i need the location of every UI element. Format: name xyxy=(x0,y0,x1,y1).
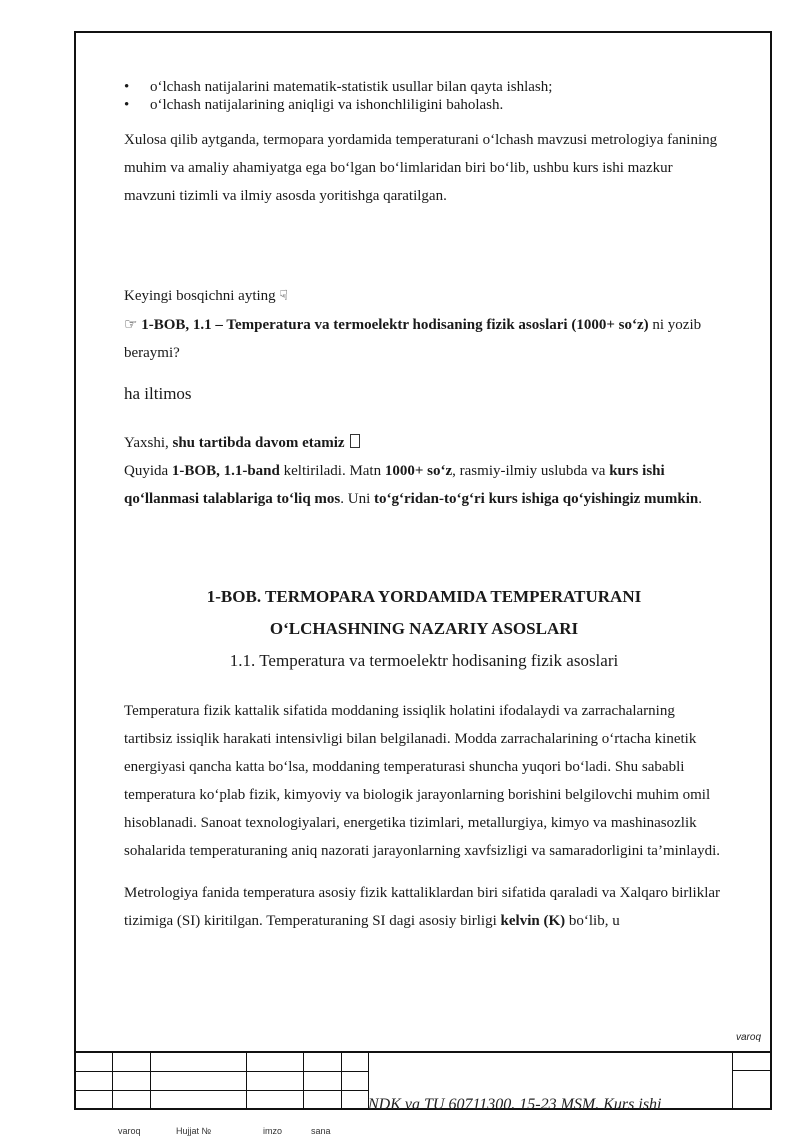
list-item: • o‘lchash natijalarining aniqligi va ishonchliligini baholash. xyxy=(150,96,724,114)
document-code: NDK va TU 60711300. 15-23 MSM. Kurs ishi xyxy=(368,1096,662,1113)
next-step-bold: 1-BOB, 1.1 – Temperatura va termoelektr hodisaning fizik asoslari (1000+ so‘z) xyxy=(141,317,649,333)
reply-paragraph xyxy=(124,457,724,513)
next-step-prompt xyxy=(124,282,724,311)
chapter-heading xyxy=(124,581,724,675)
col-label-date: sana xyxy=(311,1126,331,1136)
stamp-col-line xyxy=(150,1051,151,1109)
reply-bold: to‘g‘ridan-to‘g‘ri kurs ishiga qo‘yishingiz mumkin xyxy=(374,491,699,507)
reply-bold: 1000+ so‘z xyxy=(384,463,453,479)
reply-text: Yaxshi, xyxy=(124,435,173,451)
reply-text: keltiriladi. Matn xyxy=(279,463,385,479)
reply-text xyxy=(345,435,349,451)
list-item: • o‘lchash natijalarini matematik-statistik usullar bilan qayta ishlash; xyxy=(150,78,724,96)
next-step-rest: ni yozib beraymi? xyxy=(124,317,702,361)
col-label-varoq: varoq xyxy=(118,1126,141,1136)
stamp-top-border xyxy=(74,1051,772,1053)
reply-bold: shu tartibda davom etamiz xyxy=(172,435,345,451)
reply-text: , rasmiy-ilmiy uslubda va xyxy=(452,463,610,479)
reply-bold: 1-BOB, 1.1-band xyxy=(171,463,280,479)
stamp-col-line xyxy=(246,1051,247,1109)
bullet-list xyxy=(124,78,724,114)
stamp-col-line xyxy=(112,1051,113,1109)
hand-down-icon: ☟ xyxy=(279,289,288,304)
section-title: 1.1. Temperatura va termoelektr hodisaning fizik asoslari xyxy=(229,651,619,670)
conclusion-paragraph: Xulosa qilib aytganda, termopara yordamida temperaturani o‘lchash mavzusi metrologiya fanining muhim va amaliy ahamiyatga ega bo‘lgan bo‘limlaridan biri bo‘lib, ushbu kurs ishi mazkur mavzuni tizimli va ilmiy asosda yoritishga qaratilgan. xyxy=(124,132,718,204)
reply-line-1 xyxy=(124,429,724,457)
stamp-row-line xyxy=(732,1070,772,1071)
reply-bold: kurs ishi qo‘llanmasi talablariga to‘liq mos xyxy=(124,463,665,507)
unit-kelvin: kelvin (K) xyxy=(500,913,566,929)
stamp-row-line xyxy=(74,1090,368,1091)
document-body xyxy=(124,78,724,935)
col-label-document-number: Hujjat № xyxy=(176,1126,212,1136)
body-paragraph-2 xyxy=(124,879,724,935)
body-paragraph-1: Temperatura fizik kattalik sifatida moddaning issiqlik holatini ifodalaydi va zarrachalarning tartibsiz issiqlik harakati intensivligi bilan belgilanadi. Modda zarrachalarining o‘rtacha kinetik energiyasi qancha katta bo‘lsa, moddaning temperaturasi shuncha yuqori bo‘ladi. Shu sababli temperatura ko‘plab fizik, kimyoviy va biologik jarayonlarning borishini belgilovchi muhim omil hisoblanadi. Sanoat texnologiyalari, energetika tizimlari, metallurgiya, kimyo va mashinasozlik sohalarida temperaturaning aniq nazorati jarayonlarning xavfsizligi va samaradorligini ta’minlaydi. xyxy=(124,703,721,859)
next-step-question xyxy=(124,311,724,367)
user-reply: ha iltimos xyxy=(124,384,192,403)
placeholder-glyph-icon xyxy=(350,434,360,448)
reply-text: Quyida xyxy=(124,463,172,479)
col-label-signature: imzo xyxy=(263,1126,283,1136)
body-text: Metrologiya fanida temperatura asosiy fizik kattaliklardan biri sifatida qaraladi va Xalqaro birliklar tizimiga (SI) kiritilgan. Temperaturaning SI dagi asosiy birligi xyxy=(124,885,721,929)
reply-text: . Uni xyxy=(340,491,375,507)
next-step-text: Keyingi bosqichni ayting xyxy=(124,288,276,304)
chapter-title-line-1: 1-BOB. TERMOPARA YORDAMIDA TEMPERATURANI xyxy=(206,587,642,606)
chapter-title-line-2: O‘LCHASHNING NAZARIY ASOSLARI xyxy=(269,619,579,638)
stamp-col-line xyxy=(341,1051,342,1109)
body-text: bo‘lib, u xyxy=(565,913,620,929)
stamp-col-line xyxy=(732,1051,733,1109)
pointing-hand-icon: ☞ xyxy=(124,317,138,333)
stamp-row-line xyxy=(74,1071,368,1072)
stamp-col-line xyxy=(303,1051,304,1109)
reply-text: . xyxy=(698,491,702,507)
sheet-label: varoq xyxy=(736,1032,762,1043)
